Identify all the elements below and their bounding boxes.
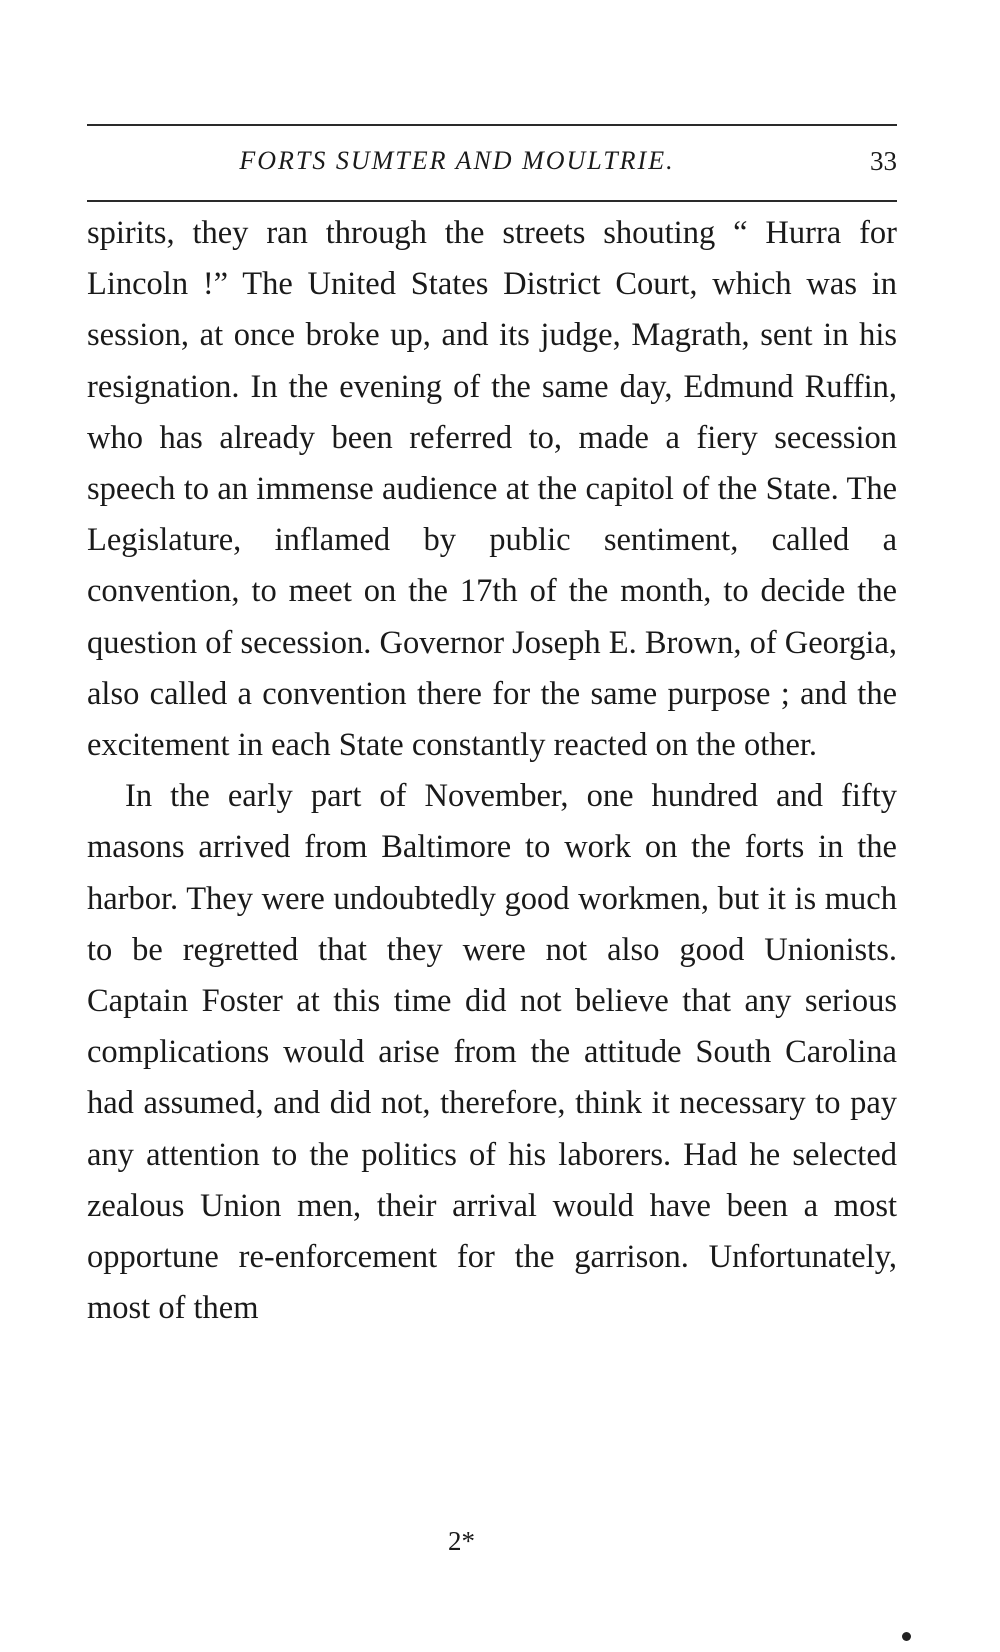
header-top-rule (87, 124, 897, 126)
paragraph-1: spirits, they ran through the streets shouting “ Hurra for Lincoln !” The United States District Court, which was in session, at once broke up, and its judge, Magrath, sent in his resignation. In the evening of the same day, Edmund Ruffin, who has already been referred to, made a fiery secession speech to an immense audience at the capitol of the State. The Legislature, inflamed by public sentiment, called a convention, to meet on the 17th of the month, to decide the question of secession. Governor Joseph E. Brown, of Georgia, also called a convention there for the same purpose ; and the excitement in each State constantly reacted on the other. (87, 215, 897, 764)
running-title: FORTS SUMTER AND MOULTRIE. (239, 146, 675, 175)
dot-mark (902, 1632, 911, 1641)
signature-mark: 2* (448, 1526, 475, 1556)
body-text (87, 208, 897, 1334)
header-bottom-rule (87, 200, 897, 202)
paragraph-2: In the early part of November, one hundred and fifty masons arrived from Baltimore to work on the forts in the harbor. They were undoubtedly good workmen, but it is much to be regretted that they were not also good Unionists. Captain Foster at this time did not believe that any serious complications would arise from the attitude South Carolina had assumed, and did not, therefore, think it necessary to pay any attention to the politics of his laborers. Had he selected zealous Union men, their arrival would have been a most opportune re-enforcement for the garrison. Unfortunately, most of them (87, 778, 897, 1327)
running-head (87, 146, 897, 186)
page-number: 33 (870, 146, 897, 176)
